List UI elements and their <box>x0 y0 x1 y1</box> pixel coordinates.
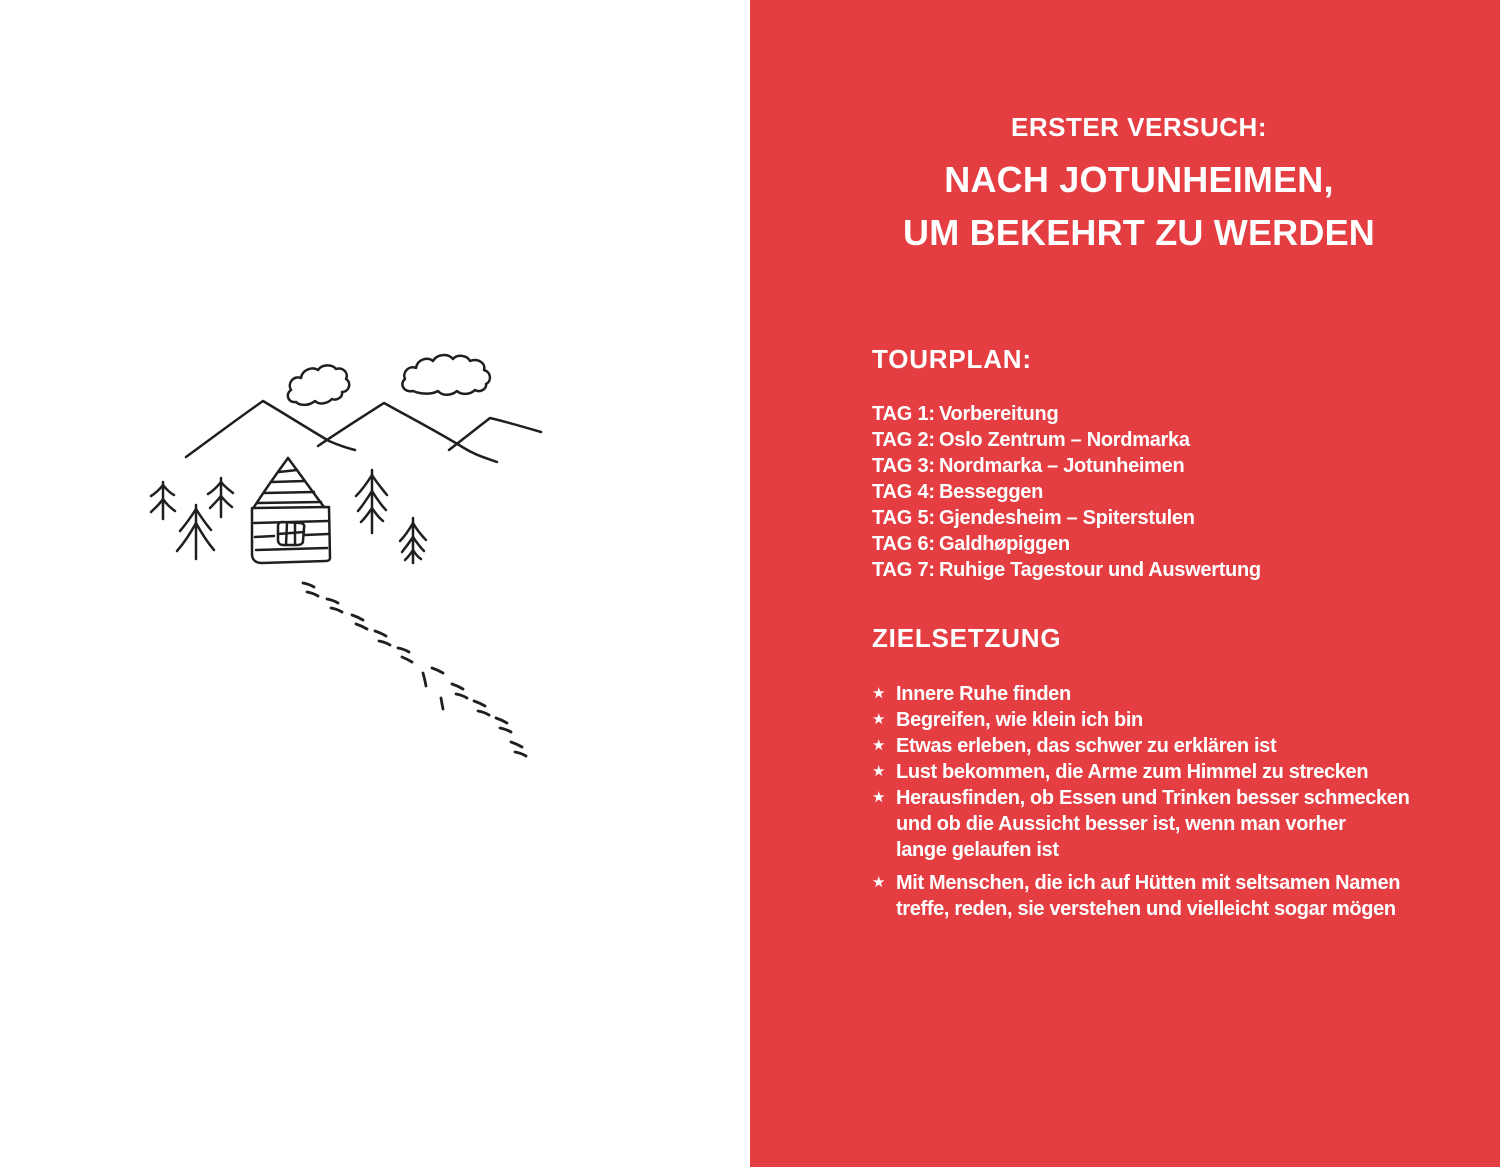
day-route: Galdhøpiggen <box>939 533 1070 555</box>
star-bullet-icon: ★ <box>872 763 886 780</box>
goal-item <box>872 785 1410 863</box>
mountains <box>186 401 541 462</box>
star-bullet-icon: ★ <box>872 711 886 728</box>
tourplan-day-row <box>872 557 1406 583</box>
chapter-title-line: UM BEKEHRT ZU WERDEN <box>903 212 1375 253</box>
goal-item <box>872 733 1406 759</box>
day-label: TAG 1: <box>872 403 935 425</box>
day-label: TAG 3: <box>872 455 935 477</box>
day-route: Gjendesheim – Spiterstulen <box>939 507 1195 529</box>
day-label: TAG 4: <box>872 481 935 503</box>
day-route: Ruhige Tagestour und Auswertung <box>939 559 1261 581</box>
goal-item <box>872 759 1406 785</box>
footprint-trail <box>303 583 526 756</box>
star-bullet-icon: ★ <box>872 685 886 702</box>
day-route: Nordmarka – Jotunheimen <box>939 455 1185 477</box>
day-route: Besseggen <box>939 481 1044 503</box>
zielsetzung-section <box>872 621 1410 922</box>
goal-item <box>872 707 1406 733</box>
cabin <box>252 458 330 563</box>
goal-item <box>872 681 1406 707</box>
goal-list <box>872 681 1410 922</box>
day-route: Oslo Zentrum – Nordmarka <box>939 429 1190 451</box>
day-label: TAG 2: <box>872 429 935 451</box>
chapter-title-block <box>872 107 1406 259</box>
star-bullet-icon: ★ <box>872 789 886 806</box>
tourplan-day-row <box>872 427 1406 453</box>
tourplan-day-row <box>872 479 1406 505</box>
star-bullet-icon: ★ <box>872 874 886 891</box>
day-route: Vorbereitung <box>939 403 1059 425</box>
tourplan-day-row <box>872 453 1406 479</box>
goal-text: Innere Ruhe finden <box>896 683 1071 705</box>
star-bullet-icon: ★ <box>872 737 886 754</box>
goal-text: Lust bekommen, die Arme zum Himmel zu strecken <box>896 761 1369 783</box>
tourplan-section <box>872 342 1406 583</box>
tourplan-heading: TOURPLAN: <box>872 344 1032 374</box>
right-page-content <box>872 0 1410 1167</box>
cloud-icon <box>288 355 490 405</box>
chapter-title-line: NACH JOTUNHEIMEN, <box>944 159 1334 200</box>
goal-item <box>872 870 1406 922</box>
day-label: TAG 7: <box>872 559 935 581</box>
chapter-title <box>872 153 1406 259</box>
zielsetzung-heading: ZIELSETZUNG <box>872 623 1062 653</box>
tourplan-day-row <box>872 401 1406 427</box>
goal-text: Mit Menschen, die ich auf Hütten mit seltsamen Namen treffe, reden, sie verstehen und vielleicht sogar mögen <box>896 872 1401 920</box>
goal-text: Begreifen, wie klein ich bin <box>896 709 1143 731</box>
tourplan-day-row <box>872 505 1406 531</box>
day-label: TAG 5: <box>872 507 935 529</box>
chapter-kicker: ERSTER VERSUCH: <box>1011 112 1267 142</box>
goal-text: Herausfinden, ob Essen und Trinken besser schmecken und ob die Aussicht besser ist, wenn man vorher lange gelaufen ist <box>896 787 1410 861</box>
tourplan-day-row <box>872 531 1406 557</box>
tourplan-day-list <box>872 401 1406 583</box>
goal-text: Etwas erleben, das schwer zu erklären ist <box>896 735 1277 757</box>
day-label: TAG 6: <box>872 533 935 555</box>
right-page <box>750 0 1500 1167</box>
